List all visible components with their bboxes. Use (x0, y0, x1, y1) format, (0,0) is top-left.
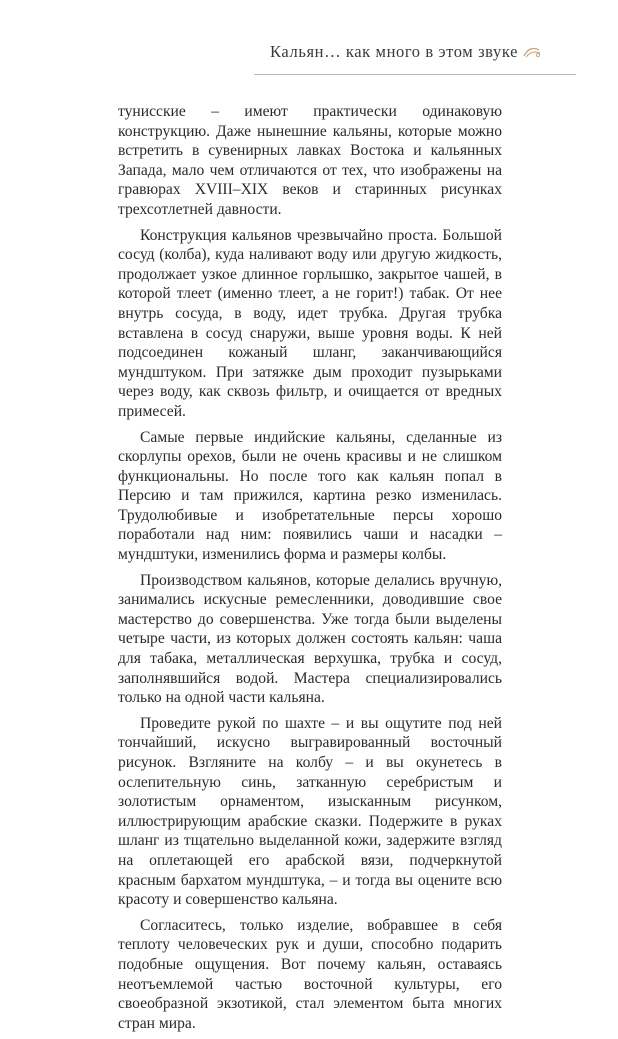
swirl-ornament-icon (522, 44, 542, 60)
running-title: Кальян… как много в этом звуке (270, 42, 518, 61)
paragraph: Проведите рукой по шахте – и вы ощутите под ней тончайший, искусно выгравированный восточный рисунок. Взгляните на колбу – и вы окунетесь в ослепительную синь, затканную серебристым и золотистым орнаментом, изысканным рисунком, иллюстрирующим арабские сказки. Подержите в руках шланг из тщательно выделанной кожи, задержите взгляд на оплетающей его арабской вязи, подчеркнутой красным бархатом мундштука, – и тогда вы оцените всю красоту и совершенство кальяна. (118, 714, 502, 909)
paragraph: Согласитесь, только изделие, вобравшее в себя теплоту человеческих рук и души, способно подарить подобные ощущения. Вот почему кальян, оставаясь неотъемлемой частью восточной культуры, его своеобразной экзотикой, стал элементом быта многих стран мира. (118, 916, 502, 1032)
paragraph: тунисские – имеют практически одинаковую конструкцию. Даже нынешние кальяны, которые можно встретить в сувенирных лавках Востока и кальянных Запада, мало чем отличаются от тех, что изображены на гравюрах XVIII–XIX веков и старинных рисунках трехсотлетней давности. (118, 103, 502, 218)
paragraph: Конструкция кальянов чрезвычайно проста. Большой сосуд (колба), куда наливают воду или другую жидкость, продолжает узкое длинное горлышко, закрытое чашей, в которой тлеет (именно тлеет, а не горит!) табак. От нее внутрь сосуда, в воду, идет трубка. Другая трубка вставлена в сосуд снаружи, выше уровня воды. К ней подсоединен кожаный шланг, заканчивающийся мундштуком. При затяжке дым проходит пузырьками через воду, как сквозь фильтр, и очищается от вредных примесей. (118, 226, 502, 420)
header-rule (254, 74, 576, 75)
paragraph: Производством кальянов, которые делались вручную, занимались искусные ремесленники, доводившие свое мастерство до совершенства. Уже тогда были выделены четыре части, из которых должен состоять кальян: чаша для табака, металлическая верхушка, трубка и сосуд, заполнявшийся водой. Мастера специализировались только на одной части кальяна. (118, 571, 502, 707)
body-text (118, 102, 502, 1039)
paragraph: Самые первые индийские кальяны, сделанные из скорлупы орехов, были не очень красивы и не слишком функциональны. Но после того как кальян попал в Персию и там прижился, картина резко изменилась. Трудолюбивые и изобретательные персы хорошо поработали над ним: появились чаши и насадки – мундштуки, изменились форма и размеры колбы. (118, 428, 502, 564)
running-header (270, 42, 542, 62)
